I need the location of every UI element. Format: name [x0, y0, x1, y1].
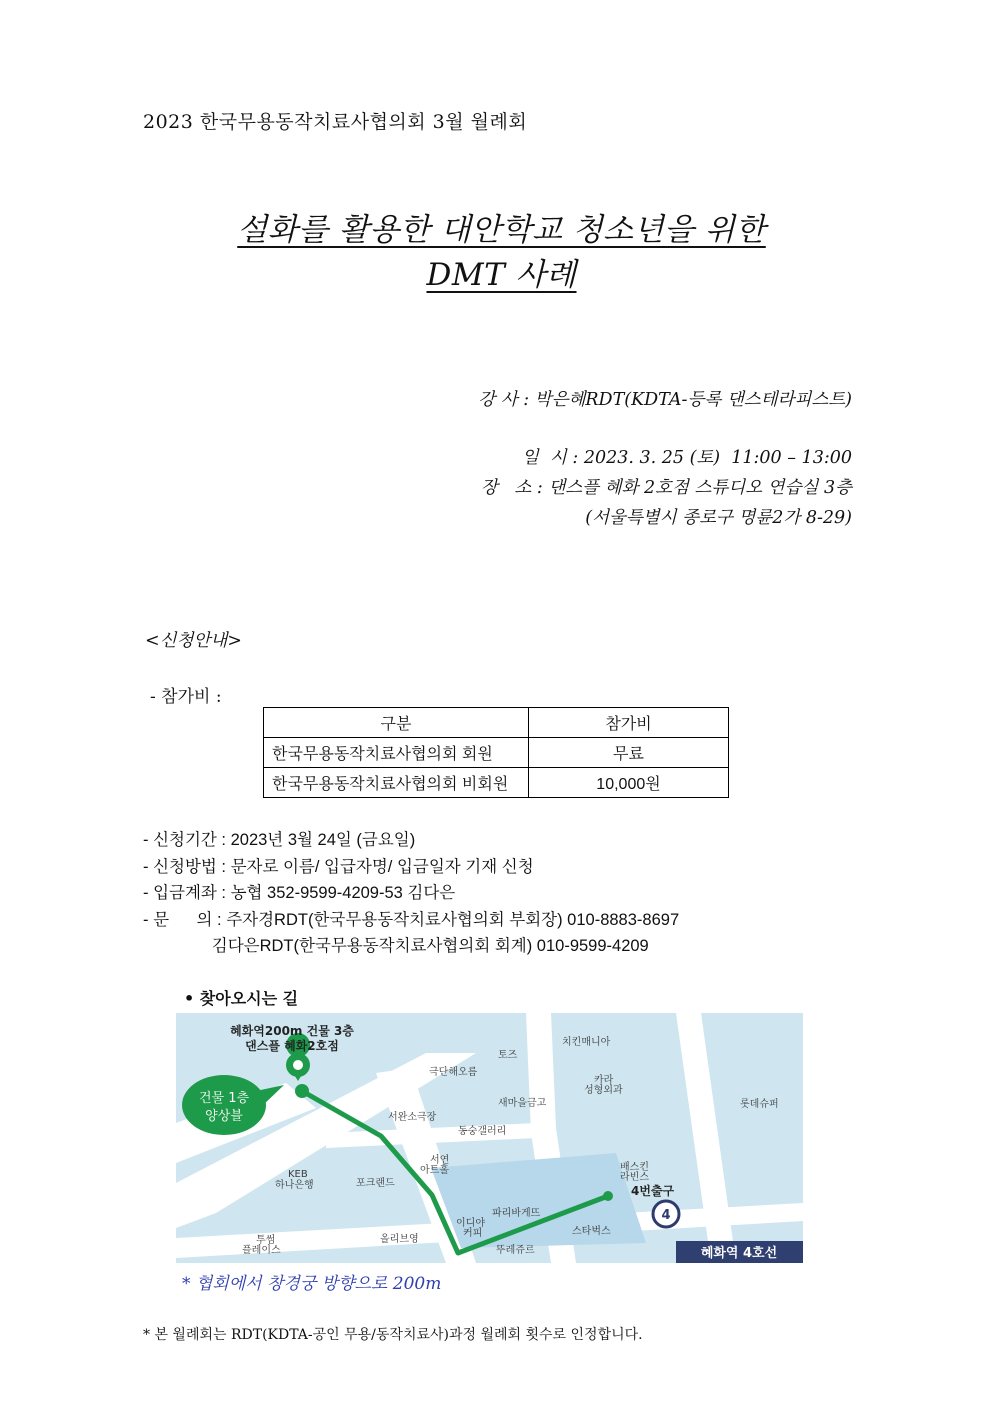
table-header-fee: 참가비 — [529, 708, 729, 738]
pin-center — [293, 1060, 303, 1070]
map-label: 라빈스 — [620, 1172, 649, 1183]
map-label: 성형외과 — [584, 1085, 623, 1096]
map-label: 파리바게뜨 — [492, 1208, 541, 1219]
route-start-dot — [295, 1084, 309, 1098]
map-label: 포크랜드 — [356, 1178, 395, 1189]
map-label: 서완소극장 — [388, 1112, 437, 1123]
map-label: 스타벅스 — [572, 1226, 611, 1237]
bubble-line1: 건물 1층 — [198, 1091, 250, 1106]
table-header-category: 구분 — [264, 708, 529, 738]
map-label: 서연 — [430, 1155, 450, 1166]
fee-table — [263, 707, 729, 798]
destination-line1: 혜화역200m 건물 3층 — [230, 1024, 354, 1038]
table-header-row — [264, 708, 729, 738]
list-item: - 신청기간 : 2023년 3월 24일 (금요일) — [143, 831, 416, 849]
map-label: 토즈 — [498, 1050, 518, 1061]
exit-label: 4번출구 — [631, 1184, 675, 1198]
map-label: 카라 — [594, 1075, 614, 1086]
list-item: - 신청방법 : 문자로 이름/ 입급자명/ 입금일자 기재 신청 — [143, 857, 534, 876]
section-title: <신청안내> — [145, 631, 242, 651]
map-label: KEB — [288, 1169, 308, 1180]
list-item: - 입금계좌 : 농협 352-9599-4209-53 김다은 — [143, 884, 456, 902]
map-label: 이디야 — [456, 1218, 485, 1229]
map-label: 새마을금고 — [498, 1098, 547, 1109]
application-details — [143, 827, 679, 960]
document-title-line1: 설화를 활용한 대안학교 청소년을 위한 — [237, 212, 766, 248]
map-label: 배스킨 — [620, 1162, 649, 1173]
destination-line2: 댄스플 혜화2호점 — [245, 1039, 339, 1053]
table-cell-category: 한국무용동작치료사협의회 비회원 — [264, 768, 529, 798]
place-info: 장 소 : 댄스플 혜화 2호점 스튜디오 연습실 3층 — [480, 478, 852, 498]
location-map — [176, 1013, 803, 1263]
table-cell-fee: 무료 — [529, 738, 729, 768]
map-label: 올리브영 — [380, 1234, 419, 1245]
map-label: 커피 — [463, 1228, 483, 1239]
map-label: 치킨매니아 — [562, 1037, 611, 1048]
document-title-line2: DMT 사례 — [426, 257, 577, 293]
exit-number: 4 — [661, 1208, 671, 1223]
map-label: 아트홀 — [420, 1165, 449, 1176]
bubble-line2: 양상블 — [205, 1109, 243, 1124]
map-title: • 찾아오시는 길 — [184, 989, 299, 1008]
address-info: (서울특별시 종로구 명륜2가 8-29) — [585, 508, 852, 528]
map-label: 뚜레쥬르 — [496, 1245, 535, 1256]
map-note: * 협회에서 창경궁 방향으로 200m — [182, 1274, 442, 1294]
station-label: 혜화역 4호선 — [700, 1246, 778, 1261]
document-header: 2023 한국무용동작치료사협의회 3월 월례회 — [143, 111, 528, 133]
table-row — [264, 768, 729, 798]
route-end-dot — [603, 1191, 613, 1201]
table-cell-fee: 10,000원 — [529, 768, 729, 798]
table-cell-category: 한국무용동작치료사협의회 회원 — [264, 738, 529, 768]
lecturer-info: 강 사 : 박은혜RDT(KDTA-등록 댄스테라피스트) — [478, 390, 852, 410]
list-item: 김다은RDT(한국무용동작치료사협의회 회계) 010-9599-4209 — [143, 937, 649, 955]
list-item: - 문 의 : 주자경RDT(한국무용동작치료사협의회 부회장) 010-8883-8697 — [143, 910, 680, 929]
table-row — [264, 738, 729, 768]
map-label: 플레이스 — [242, 1245, 281, 1256]
footnote: * 본 월례회는 RDT(KDTA-공인 무용/동작치료사)과정 월례회 횟수로 인정합니다. — [143, 1327, 643, 1343]
map-label: 투썸 — [256, 1235, 276, 1246]
datetime-info: 일 시 : 2023. 3. 25 (토) 11:00 – 13:00 — [521, 448, 852, 468]
map-label: 동숭갤러리 — [458, 1126, 507, 1137]
fee-label: - 참가비 : — [150, 687, 222, 707]
map-label: 롯데슈퍼 — [740, 1099, 779, 1110]
map-label: 하나은행 — [275, 1180, 314, 1191]
map-label: 극단해오름 — [429, 1067, 478, 1078]
